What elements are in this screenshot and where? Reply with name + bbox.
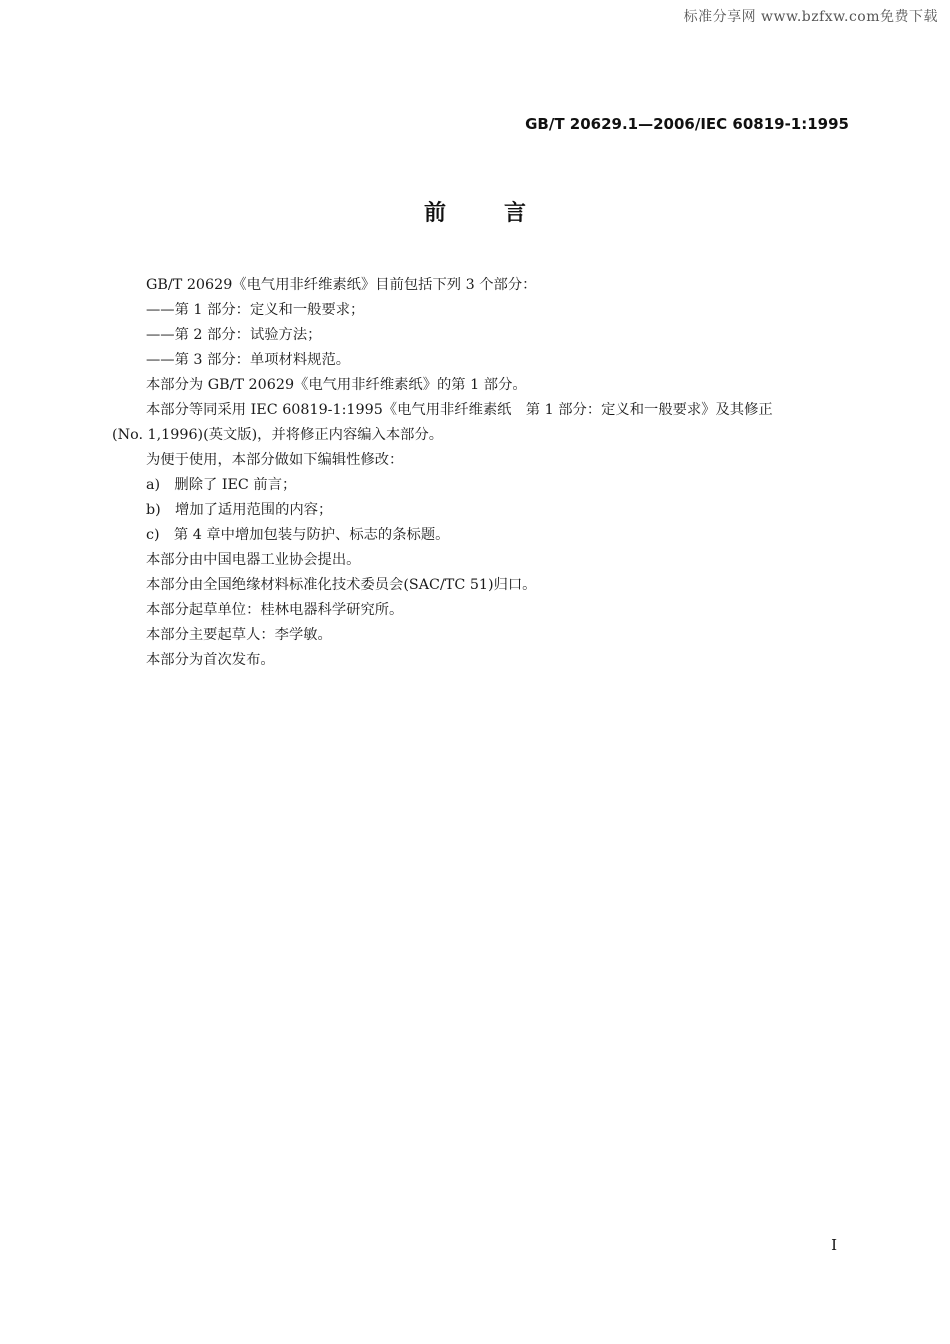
paragraph-continuation: (No. 1,1996)(英文版)，并将修正内容编入本部分。 xyxy=(112,427,444,443)
page-number: I xyxy=(831,1236,837,1254)
paragraph: 本部分主要起草人：李学敏。 xyxy=(146,627,332,643)
list-item: b) 增加了适用范围的内容； xyxy=(146,502,333,518)
paragraph: 为便于使用，本部分做如下编辑性修改： xyxy=(146,452,404,468)
list-item: c) 第 4 章中增加包装与防护、标志的条标题。 xyxy=(146,527,450,543)
standard-code: GB/T 20629.1—2006/IEC 60819-1:1995 xyxy=(525,115,849,133)
paragraph: 本部分由中国电器工业协会提出。 xyxy=(146,552,361,568)
paragraph: 本部分起草单位：桂林电器科学研究所。 xyxy=(146,602,404,618)
paragraph: 本部分为首次发布。 xyxy=(146,652,275,668)
watermark-text: 标准分享网 www.bzfxw.com免费下载 xyxy=(683,9,938,25)
paragraph: 本部分为 GB/T 20629《电气用非纤维素纸》的第 1 部分。 xyxy=(146,377,527,393)
paragraph: 本部分等同采用 IEC 60819-1:1995《电气用非纤维素纸 第 1 部分：定义和一般要求》及其修正 xyxy=(146,402,773,418)
paragraph: 本部分由全国绝缘材料标准化技术委员会(SAC/TC 51)归口。 xyxy=(146,577,537,593)
list-item: ——第 3 部分：单项材料规范。 xyxy=(146,352,351,368)
list-item: a) 删除了 IEC 前言； xyxy=(146,477,297,493)
list-item: ——第 2 部分：试验方法； xyxy=(146,327,322,343)
foreword-body xyxy=(112,273,852,673)
paragraph: GB/T 20629《电气用非纤维素纸》目前包括下列 3 个部分： xyxy=(146,277,537,293)
list-item: ——第 1 部分：定义和一般要求； xyxy=(146,302,365,318)
page-title: 前言 xyxy=(423,201,584,226)
